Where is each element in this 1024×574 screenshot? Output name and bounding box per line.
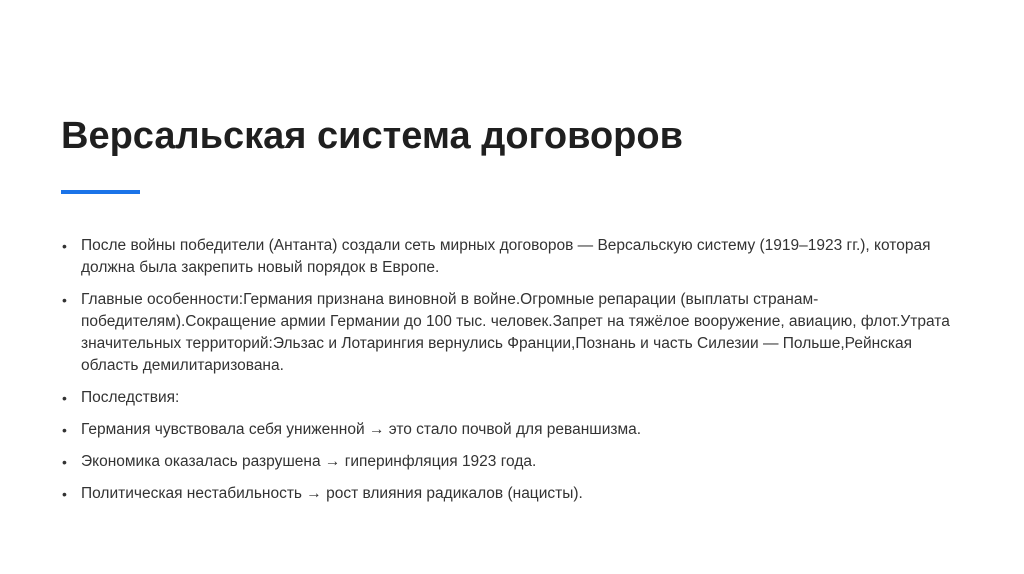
bullet-item <box>62 419 962 441</box>
bullet-dot-icon: • <box>62 390 67 406</box>
title-underline-accent <box>61 190 140 194</box>
bullet-list <box>62 235 962 515</box>
bullet-dot-icon: • <box>62 454 67 470</box>
bullet-item <box>62 289 962 377</box>
bullet-text: Германия чувствовала себя униженной → это стало почвой для реваншизма. <box>81 421 642 438</box>
bullet-dot-icon: • <box>62 238 67 254</box>
bullet-dot-icon: • <box>62 292 67 308</box>
bullet-text: Экономика оказалась разрушена → гиперинфляция 1923 года. <box>81 453 537 470</box>
bullet-text: После войны победители (Антанта) создали сеть мирных договоров — Версальскую систему (1919–1923 гг.), которая должна была закрепить новый порядок в Европе. <box>81 237 931 276</box>
bullet-dot-icon: • <box>62 486 67 502</box>
bullet-text: Последствия: <box>81 389 180 406</box>
bullet-text: Главные особенности:Германия признана виновной в войне.Огромные репарации (выплаты странам-победителям).Сокращение армии Германии до 100 тыс. человек.Запрет на тяжёлое вооружение, авиацию, флот.Утрата значительных территорий:Эльзас и Лотарингия вернулись Франции,Познань и часть Силезии — Польше,Рейнская область демилитаризована. <box>81 291 950 374</box>
bullet-text: Политическая нестабильность → рост влияния радикалов (нацисты). <box>81 485 583 502</box>
bullet-item <box>62 387 962 409</box>
bullet-item <box>62 483 962 505</box>
slide-title: Версальская система договоров <box>61 115 683 157</box>
bullet-item <box>62 235 962 279</box>
bullet-item <box>62 451 962 473</box>
bullet-dot-icon: • <box>62 422 67 438</box>
